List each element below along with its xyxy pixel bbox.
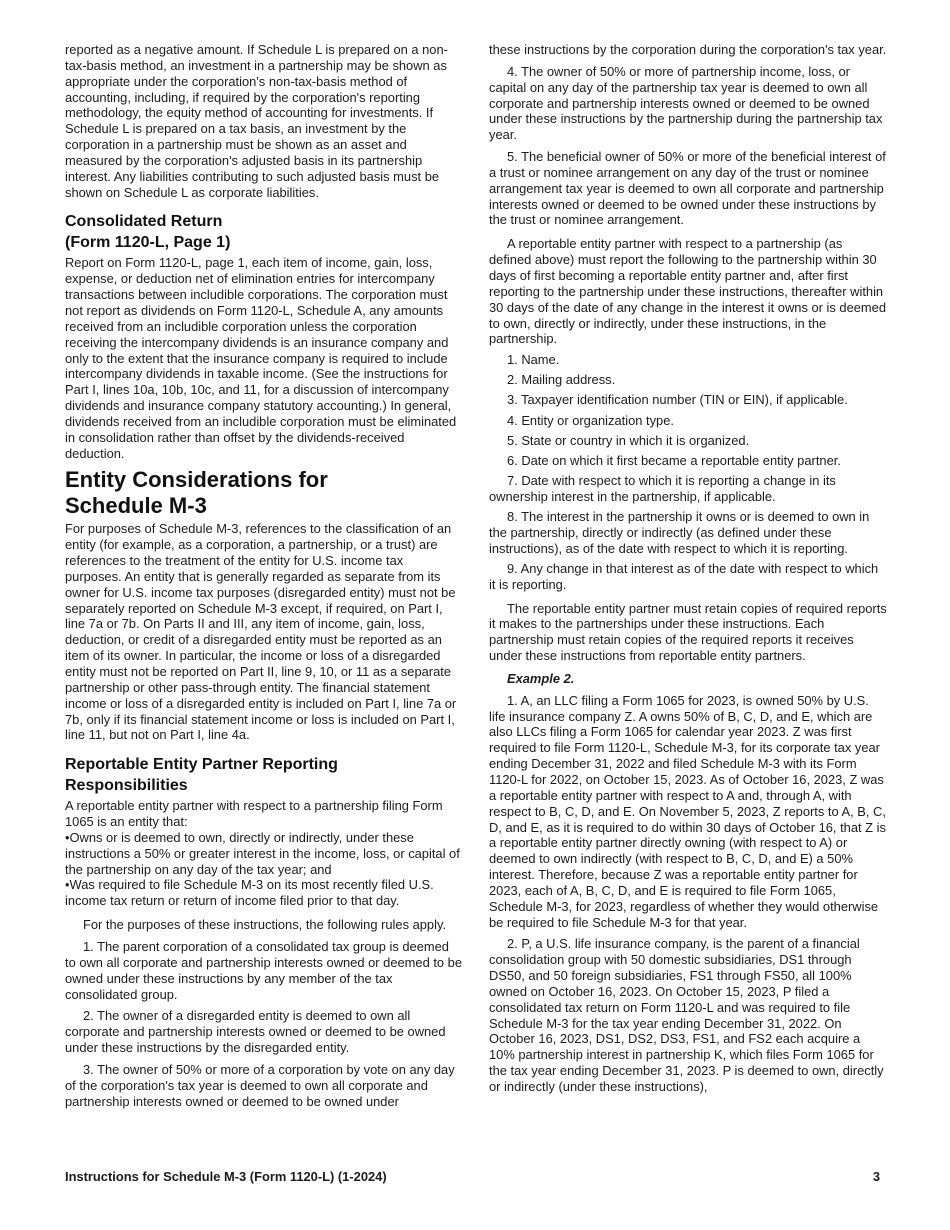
paragraph-schedule-l: reported as a negative amount. If Schedule L is prepared on a non-tax-basis method, an investment in a partnership may be shown as appropriate under the corporation's non-tax-basis method of accounting, including, if required by the corporation's reporting methodology, the equity method of accounting for investments. If Schedule L is prepared on a tax basis, an investment by the corporation in a partnership must be shown as an asset and measured by the corporation's adjusted basis in its partnership interest. Any liabilities contributing to such adjusted basis must be shown on Schedule L as corporate liabilities. xyxy=(65,42,448,200)
heading-line: Responsibilities xyxy=(65,776,188,794)
paragraph-retain-copies: The reportable entity partner must retain copies of required reports it makes to the partnerships under these instructions. Each partnership must retain copies of the required reports it receives under these instructions from reportable entity partners. xyxy=(489,600,887,664)
left-column xyxy=(65,42,463,1109)
example-part-1: 1. A, an LLC filing a Form 1065 for 2023, is owned 50% by U.S. life insurance company Z. A owns 50% of B, C, D, and E, which are also LLCs filing a Form 1065 for calendar year 2023. Z was first required to file Form 1120-L, Schedule M-3, for its corporate tax year ending December 31, 2022 and filed Schedule M-3 with its Form 1120-L for 2022, on October 15, 2023. As of October 16, 2023, Z was a reportable entity partner with respect to A and, through A, with respect to B, C, D, and E. On November 5, 2023, Z reports to A, B, C, D, and E, as it is required to do within 30 days of October 16, that Z is a reportable entity partner directly owning (with respect to A) or deemed to own indirectly (with respect to B, C, D, and E) a 50% interest. Therefore, because Z was a reportable entity partner for 2023, each of A, B, C, D, and E is required to file Form 1065, Schedule M-3, for 2023, regardless of whether they would otherwise be required to file Schedule M-3 for that year. xyxy=(489,692,886,930)
paragraph-must-report: A reportable entity partner with respect to a partnership (as defined above) must report the following to the partnership within 30 days of first becoming a reportable entity partner and, after first reporting to the partnership under these instructions, thereafter within 30 days of the date of any change in the interest it owns or is deemed to own, directly or indirectly, under these instructions, in the partnership. xyxy=(489,236,886,347)
paragraph-rules-intro: For the purposes of these instructions, the following rules apply. xyxy=(83,917,447,933)
paragraph-consolidated-return: Report on Form 1120-L, page 1, each item of income, gain, loss, expense, or deduction net of elimination entries for intercompany transactions between includible corporations. The corporation must not report as dividends on Form 1120-L, Schedule A, any amounts received from an includible corporation unless the corporation receiving the intercompany dividends is an insurance company and only to the extent that the insurance company is required to include intercompany dividends in taxable income. (See the instructions for Part I, lines 10a, 10b, 10c, and 11, for a discussion of intercompany dividends and insurance company statutory accounting.) In general, dividends received from an includible corporation must be eliminated in consolidation rather than offset by the dividends-received deduction. xyxy=(65,255,457,461)
heading-line: Consolidated Return xyxy=(65,213,223,231)
page-number: 3 xyxy=(872,1169,880,1184)
list-item: 7. Date with respect to which it is reporting a change in its ownership interest in the partnership, if applicable. xyxy=(489,473,836,504)
bullet-icon: • xyxy=(65,877,70,893)
heading-line: Reportable Entity Partner Reporting xyxy=(65,756,338,774)
example-title: Example 2. xyxy=(507,670,575,686)
rule-3: 3. The owner of 50% or more of a corporation by vote on any day of the corporation's tax year is deemed to own all corporate and partnership interests owned or deemed to be owned under xyxy=(65,1061,455,1109)
right-column xyxy=(489,42,887,1095)
bullet-item xyxy=(65,877,463,909)
rule-4: 4. The owner of 50% or more of partnership income, loss, or capital on any day of the partnership tax year is deemed to own all corporate and partnership interests owned or deemed to be owned under these instructions by the partnership during the partnership tax year. xyxy=(489,63,883,143)
report-items-list xyxy=(489,352,887,592)
list-item: 3. Taxpayer identification number (TIN or EIN), if applicable. xyxy=(507,392,848,408)
heading-entity-considerations xyxy=(65,467,463,519)
bullet-text: Owns or is deemed to own, directly or indirectly, under these instructions a 50% or greater interest in the income, loss, or capital of the partnership on any day of the tax year; and xyxy=(65,829,460,877)
list-item: 9. Any change in that interest as of the date with respect to which it is reporting. xyxy=(489,560,879,592)
rule-2: 2. The owner of a disregarded entity is deemed to own all corporate and partnership interests owned or deemed to be owned under these instructions by the disregarded entity. xyxy=(65,1008,446,1056)
list-item: 5. State or country in which it is organized. xyxy=(507,432,750,448)
heading-line: Entity Considerations for xyxy=(65,467,328,493)
list-item: 8. The interest in the partnership it owns or is deemed to own in the partnership, directly or indirectly (as defined under these instructions), as of the date with respect to which it is reporting. xyxy=(489,509,870,556)
page-footer xyxy=(65,1169,880,1184)
paragraph-continued: these instructions by the corporation during the corporation's tax year. xyxy=(489,42,887,57)
list-item: 6. Date on which it first became a reportable entity partner. xyxy=(507,452,841,468)
heading-reportable-entity-partner xyxy=(65,755,463,796)
bullet-icon: • xyxy=(65,829,70,845)
paragraph-reportable-definition: A reportable entity partner with respect to a partnership filing Form 1065 is an entity that: xyxy=(65,798,443,830)
example-part-2: 2. P, a U.S. life insurance company, is the parent of a financial consolidation group with 50 domestic subsidiaries, DS1 through DS50, and 50 foreign subsidiaries, FS1 through FS50, all 100% owned on October 16, 2023. On October 15, 2023, P filed a consolidated tax return on Form 1120-L and was required to file Schedule M-3 for the tax year ending December 31, 2022. On October 16, 2023, DS1, DS2, DS3, FS1, and FS2 each acquire a 10% partnership interest in partnership K, which files Form 1065 for the tax year ending December 31, 2023. P is deemed to own, directly or indirectly (under these instructions), xyxy=(489,936,884,1094)
heading-consolidated-return xyxy=(65,212,463,253)
rule-1: 1. The parent corporation of a consolidated tax group is deemed to own all corporate and partnership interests owned or deemed to be owned under these instructions by any member of the tax consolidated group. xyxy=(65,938,462,1002)
paragraph-entity-considerations: For purposes of Schedule M-3, references to the classification of an entity (for example, as a corporation, a partnership, or a trust) are references to the treatment of the entity for U.S. income tax purposes. An entity that is generally regarded as separate from its owner for U.S. income tax purposes (disregarded entity) must not be separately reported on Schedule M-3 except, if required, on Part I, line 7a or 7b. On Parts II and III, any item of income, gain, loss, deduction, or credit of a disregarded entity must be reported as an item of its owner. In particular, the income or loss of a disregarded entity must not be reported on Part II, line 9, 10, or 11 as a separate partnership or other pass-through entity. The financial statement income or loss of a disregarded entity is included on Part I, line 7a or 7b, only if its financial statement income or loss is included on Part I, line 11, but not on Part I, line 4a. xyxy=(65,521,457,743)
heading-line: (Form 1120-L, Page 1) xyxy=(65,233,231,251)
footer-title: Instructions for Schedule M-3 (Form 1120-L) (1-2024) xyxy=(65,1169,387,1184)
rule-5: 5. The beneficial owner of 50% or more of the beneficial interest of a trust or nominee arrangement on any day of the trust or nominee arrangement tax year is deemed to own all corporate and partnership interests owned or deemed to be owned under these instructions by the trust or nominee arrangement. xyxy=(489,149,886,228)
list-item: 2. Mailing address. xyxy=(507,372,616,388)
list-item: 1. Name. xyxy=(507,352,560,368)
list-item: 4. Entity or organization type. xyxy=(507,412,674,428)
bullet-text: Was required to file Schedule M-3 on its most recently filed U.S. income tax return or return of income filed prior to that day. xyxy=(65,877,434,909)
bullet-item xyxy=(65,830,463,878)
heading-line: Schedule M-3 xyxy=(65,493,207,519)
